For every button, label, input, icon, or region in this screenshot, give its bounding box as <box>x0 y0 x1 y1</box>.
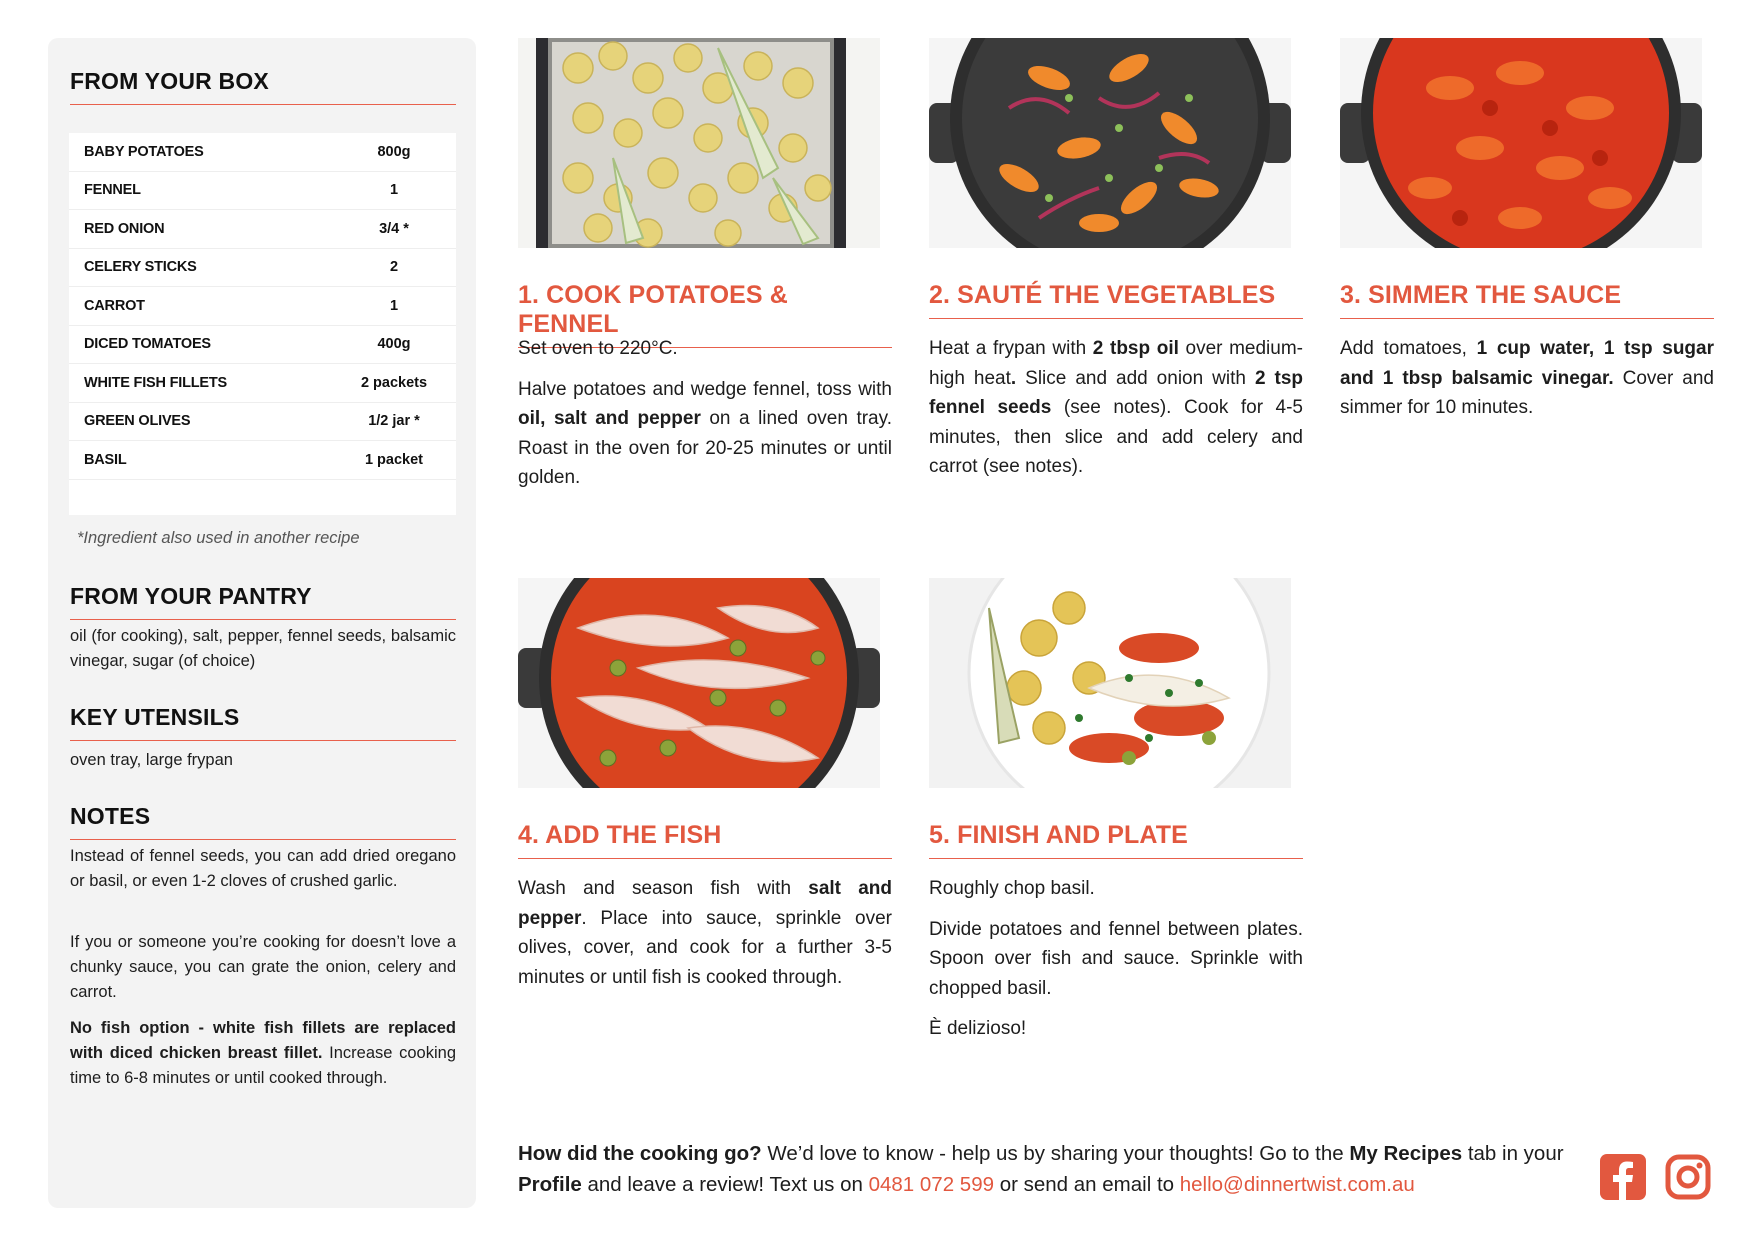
notes-title: NOTES <box>70 803 456 840</box>
ingredient-name: CARROT <box>84 297 145 314</box>
footer-text: We’d love to know - help us by sharing your thoughts! Go to the <box>761 1142 1350 1165</box>
step-5-body <box>929 874 1303 1055</box>
step-text: Cover and simmer for 10 minutes. <box>1340 367 1714 418</box>
step-1-body <box>518 334 892 504</box>
ingredient-qty: 2 <box>389 259 399 276</box>
ingredient-name: FENNEL <box>84 182 141 199</box>
notes-rest: Increase cooking time to 6-8 minutes or until cooked through. <box>70 1044 457 1087</box>
footer-text: or send an email to <box>994 1173 1180 1196</box>
step-3-body <box>1340 334 1714 434</box>
ingredient-name: GREEN OLIVES <box>84 413 191 430</box>
step-5-paragraph: Roughly chop basil. <box>929 878 1095 899</box>
step-text: . Place into sauce, sprinkle over olives, cover, and cook for a further 3-5 minutes or until fish is cooked through. <box>518 907 892 988</box>
pantry-text: oil (for cooking), salt, pepper, fennel seeds, balsamic vinegar, sugar (of choice) <box>70 627 456 670</box>
table-row <box>69 172 456 211</box>
step-text: (see notes). Cook for 4-5 minutes, then slice and add celery and carrot (see notes). <box>929 397 1303 477</box>
table-row <box>69 287 456 326</box>
step-2-photo <box>929 38 1291 248</box>
ingredient-qty: 1 packet <box>364 451 424 468</box>
step-5-paragraph: Divide potatoes and fennel between plates. Spoon over fish and sauce. Sprinkle with chopped basil. <box>929 918 1303 999</box>
ingredient-qty: 400g <box>377 336 411 353</box>
step-bold: oil, salt and pepper <box>518 408 701 429</box>
step-5-photo <box>929 578 1291 788</box>
step-2-title: 2. SAUTÉ THE VEGETABLES <box>929 281 1303 319</box>
step-3-title: 3. SIMMER THE SAUCE <box>1340 281 1714 319</box>
pantry-title: FROM YOUR PANTRY <box>70 583 456 620</box>
table-row <box>69 364 456 403</box>
my-recipes-label: My Recipes <box>1349 1142 1463 1165</box>
ingredient-qty: 2 packets <box>360 374 428 391</box>
step-bold: 1 cup water, 1 tsp sugar and 1 tbsp balsamic vinegar. <box>1340 338 1714 389</box>
step-1-paragraph: Set oven to 220°C. <box>518 338 678 359</box>
footer-text: and leave a review! Text us on <box>581 1173 869 1196</box>
ingredients-table <box>69 133 456 515</box>
step-2-paragraph <box>929 334 1303 482</box>
notes-paragraph: If you or someone you’re cooking for doesn’t love a chunky sauce, you can grate the onion, celery and carrot. <box>70 933 456 1001</box>
facebook-icon[interactable] <box>1600 1154 1646 1200</box>
utensils-title: KEY UTENSILS <box>70 704 456 741</box>
step-4-photo <box>518 578 880 788</box>
table-row <box>69 133 456 172</box>
step-text: Slice and add onion with <box>1016 367 1255 389</box>
feedback-question: How did the cooking go? <box>518 1142 762 1165</box>
step-text: over medium-high heat <box>929 338 1303 389</box>
footer-text: tab in your <box>1462 1142 1564 1165</box>
step-text: Add tomatoes, <box>1340 338 1477 359</box>
table-row <box>69 403 456 442</box>
notes-bold: No fish option - white fish fillets are replaced with diced chicken breast fillet. <box>70 1019 456 1062</box>
ingredient-name: DICED TOMATOES <box>84 336 211 353</box>
step-1-title: 1. COOK POTATOES & FENNEL <box>518 281 892 348</box>
step-text: Heat a frypan with <box>929 338 1093 359</box>
ingredient-qty: 1/2 jar * <box>368 413 420 430</box>
ingredient-qty: 1 <box>389 297 399 314</box>
step-text: Halve potatoes and wedge fennel, toss with <box>518 378 892 400</box>
ingredient-name: BABY POTATOES <box>84 143 204 160</box>
profile-label: Profile <box>518 1173 582 1196</box>
feedback-text <box>518 1138 1573 1200</box>
ingredient-qty: 800g <box>377 143 411 160</box>
notes-paragraph: Instead of fennel seeds, you can add dried oregano or basil, or even 1-2 cloves of crushed garlic. <box>70 847 456 890</box>
step-text: Wash and season fish with <box>518 878 809 899</box>
email-link[interactable]: hello@dinnertwist.com.au <box>1179 1173 1415 1196</box>
table-row <box>69 326 456 365</box>
ingredient-footnote: *Ingredient also used in another recipe <box>77 529 360 547</box>
notes-paragraph <box>70 1016 456 1091</box>
step-2-body <box>929 334 1303 493</box>
step-5-title: 5. FINISH AND PLATE <box>929 821 1303 859</box>
utensils-text: oven tray, large frypan <box>70 751 233 769</box>
step-bold: salt and pepper <box>518 878 892 929</box>
table-row <box>69 441 456 480</box>
step-3-paragraph <box>1340 334 1714 423</box>
ingredient-qty: 3/4 * <box>379 220 409 237</box>
step-4-body <box>518 874 892 1003</box>
step-bold: . <box>1010 367 1017 389</box>
step-5-paragraph: È delizioso! <box>929 1018 1027 1039</box>
step-3-photo <box>1340 38 1702 248</box>
step-4-title: 4. ADD THE FISH <box>518 821 892 859</box>
ingredient-name: BASIL <box>84 451 127 468</box>
step-text: on a lined oven tray. Roast in the oven for 20-25 minutes or until golden. <box>518 408 892 488</box>
table-row <box>69 249 456 288</box>
step-1-photo <box>518 38 880 248</box>
table-row <box>69 210 456 249</box>
ingredient-name: RED ONION <box>84 220 165 237</box>
ingredient-name: CELERY STICKS <box>84 259 197 276</box>
ingredients-panel <box>48 38 476 1208</box>
step-bold: 2 tsp fennel seeds <box>929 367 1303 418</box>
step-1-paragraph <box>518 375 892 493</box>
phone-link[interactable]: 0481 072 599 <box>868 1173 994 1196</box>
box-title: FROM YOUR BOX <box>70 68 456 105</box>
step-4-paragraph <box>518 874 892 992</box>
ingredient-name: WHITE FISH FILLETS <box>84 374 228 391</box>
step-bold: 2 tbsp oil <box>1092 338 1179 359</box>
instagram-icon[interactable] <box>1665 1154 1711 1200</box>
ingredient-qty: 1 <box>389 182 399 199</box>
